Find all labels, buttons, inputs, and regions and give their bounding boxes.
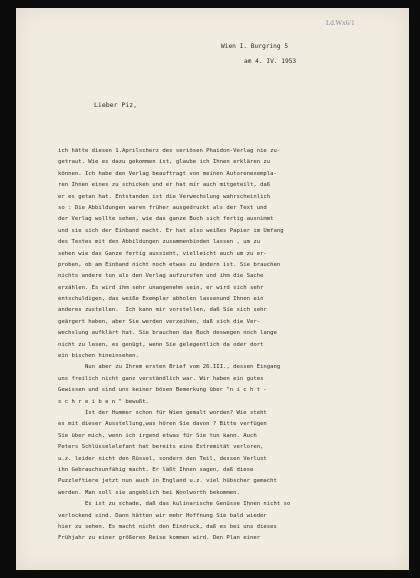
body-line: sehen wie das Ganze fertig aussieht, vielleicht auch um zu er- (58, 250, 267, 257)
body-line: Nun aber zu Ihrem ersten Brief vom 26.III., dessen Eingang (58, 364, 281, 371)
letter-body (58, 146, 403, 545)
body-line: ich hätte diesen 1.Aprilscherz des seriösen Phaidon-Verlag nie zu- (58, 148, 281, 154)
body-line: Puzzleftiere jetzt nun auch in England u.z. viel hübscher gemacht (58, 478, 277, 485)
body-line: nichts andere tun als den Verlag aufzurufen und ihm die Sache (58, 273, 264, 280)
body-line: werden. Man soll sie angeblich bei Woolworth bekommen. (58, 489, 240, 496)
letter-date: am 4. IV. 1953 (244, 58, 297, 65)
body-line: getraut. Wie es dazu gekommen ist, glaube ich Ihnen erklären zu (58, 159, 271, 166)
letter-page (16, 8, 409, 570)
body-line: u.z. leider nicht den Rüssel, sondern den Teil, dessen Verlust (58, 455, 267, 462)
body-line: hier zu sehen. Es macht nicht den Eindruck, daß es bei uns dieses (58, 523, 277, 530)
body-line: so : Die Abbildungen waren früher ausgedruckt als der Text und (58, 204, 267, 211)
body-line: Sie über mich, wenn ich irgend etwas für Sie tun kann. Auch (58, 432, 257, 439)
body-line: proben, ob am Einband nicht noch etwas zu ändern ist. Sie brauchen (58, 261, 281, 268)
body-line: Es ist zu schade, daß das kulinarische Genüsse Ihnen nicht so (58, 501, 291, 508)
archive-mark: Ld.Wx6/1 (326, 19, 355, 27)
body-line: und sie sich der Einband macht. Er hat also weißes Papier im Umfang (58, 227, 284, 234)
sender-address: Wien I. Burgring 5 (221, 43, 289, 50)
body-line: Peters Schlüsselelefant hat bereits eine Extremität verloren, (58, 444, 264, 451)
body-line: können. Ich habe den Verlag beauftragt von meinen Autorenexempla- (58, 170, 277, 177)
body-line: Gewissen und sind uns keiner bösen Bemerkung über "n i c h t - (58, 387, 267, 394)
salutation: Lieber Piz, (94, 101, 138, 109)
body-line: ein bischen hineinsehen. (58, 353, 139, 360)
body-line: geärgert haben, aber Sie werden verzeihen, daß sich die Ver- (58, 318, 261, 325)
body-line: es mit dieser Ausstellung,was hören Sie davon ? Bitte verfügen (58, 421, 267, 428)
body-line: anderes zustellen. Ich kann mir vorstellen, daß Sie sich sehr (58, 307, 267, 314)
body-line: ihn Gebrauchsunfähig macht. Er läßt Ihnen sagen, daß diese (58, 466, 254, 473)
body-line: er es getan hat. Entstanden ist die Verwechslung wahrscheinlich (58, 193, 271, 200)
body-line: s c h r e i b e n " bewußt. (58, 398, 149, 405)
body-line: entschuldigen, das weiße Exemplar abholen lassenund Ihnen ein (58, 296, 264, 303)
body-line: uns freilich nicht ganz verständlich war. Wir haben ein gutes (58, 375, 264, 382)
body-line: nicht zu lesen, es genügt, wenn Sie gelegentlich da oder dort (58, 341, 264, 348)
body-line: der Verlag wollte sehen, wie das ganze Buch sich fertig ausnimmt (58, 216, 274, 223)
body-line: Frühjahr zu einer größeren Reise kommen wird. Den Plan einer (58, 535, 261, 542)
body-line: verlockend sind. Dann hätten wir mehr Hoffnung Sie bald wieder (58, 512, 267, 519)
body-line: des Textes mit den Abbildungen zusammenbinden lassen , um zu (58, 239, 261, 246)
body-line: erzählen. Es wird ihm sehr unangenehm sein, er wird sich sehr (58, 284, 264, 291)
body-line: ren Ihnen eines zu schicken und er hat mir auch mitgeteilt, daß (58, 182, 271, 189)
body-line: Ist der Hummer schon für Wien gemalt worden? Wie steht (58, 409, 267, 416)
body-line: wechslung aufklärt hat. Sie brauchen das Buch deswegen noch lange (58, 330, 277, 337)
